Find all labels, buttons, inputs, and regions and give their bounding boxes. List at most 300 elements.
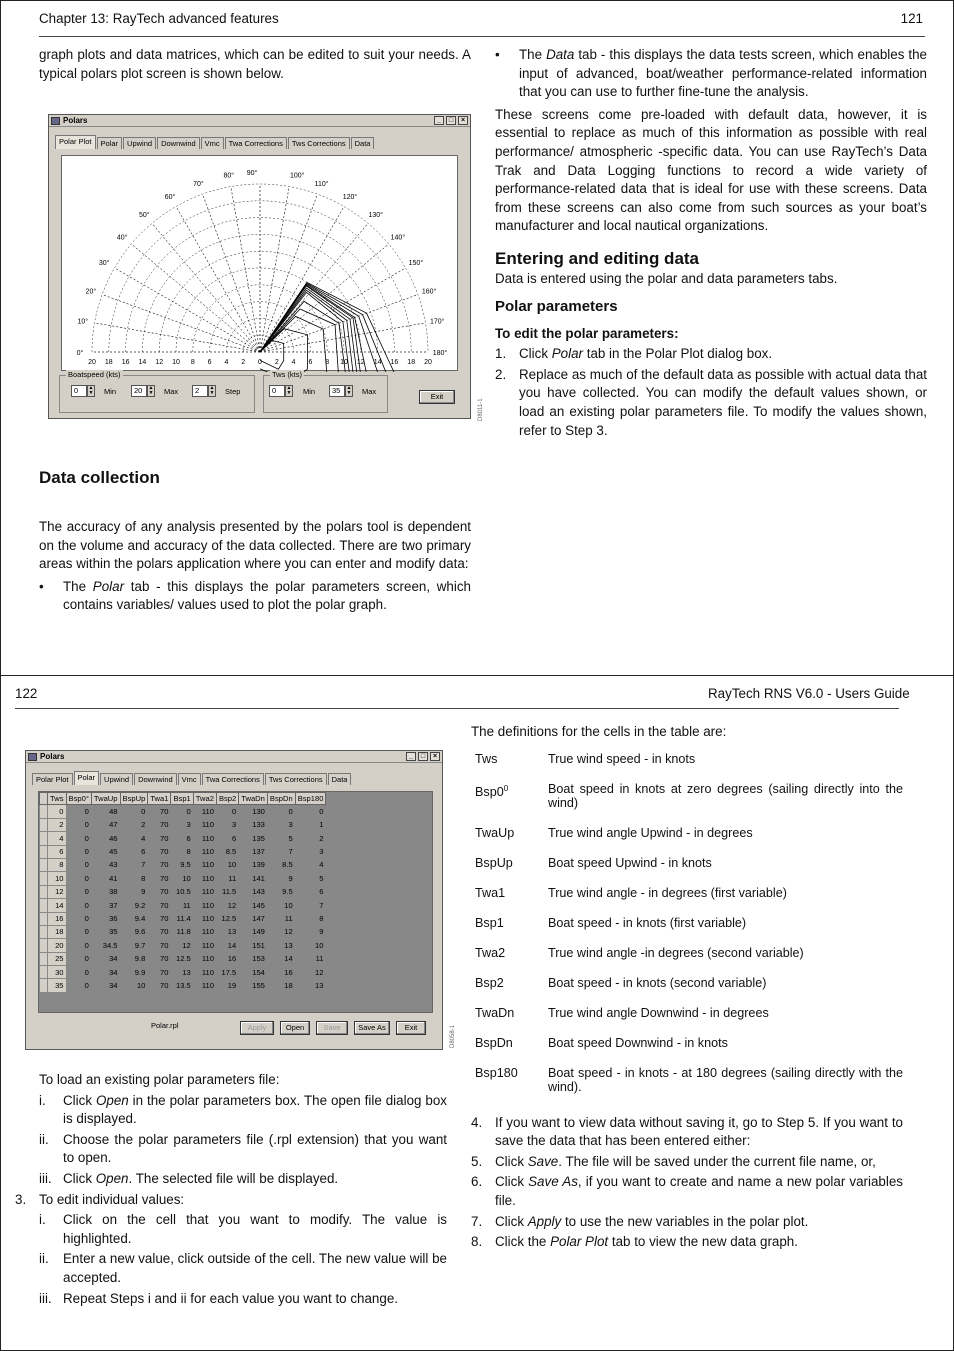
term-text: Twa1 xyxy=(475,885,506,900)
speed-label: 0 xyxy=(258,359,262,366)
table-row xyxy=(40,952,326,965)
row-header[interactable] xyxy=(40,872,48,885)
grid-header-tws[interactable]: Tws xyxy=(48,793,67,805)
tab-vmc[interactable]: Vmc xyxy=(178,773,201,785)
tab-polar[interactable]: Polar xyxy=(74,771,100,785)
maximize-icon[interactable]: □ xyxy=(418,752,428,761)
tab-twa-corrections[interactable]: Twa Corrections xyxy=(202,773,264,785)
grid-cell[interactable]: 48 xyxy=(91,805,120,818)
step-number: ii. xyxy=(39,1251,49,1267)
grid-cell[interactable]: 9.5 xyxy=(267,885,295,898)
grid-cell[interactable]: 35 xyxy=(91,925,120,938)
grid-cell[interactable]: 153 xyxy=(239,952,268,965)
grid-cell[interactable]: 18 xyxy=(267,979,295,992)
bsp-step-input[interactable]: 2 xyxy=(192,385,208,397)
grid-cell[interactable]: 7 xyxy=(267,845,295,858)
grid-cell[interactable]: 70 xyxy=(148,832,171,845)
grid-cell[interactable]: 70 xyxy=(148,845,171,858)
grid-cell[interactable]: 8.5 xyxy=(267,858,295,871)
grid-cell[interactable]: 4 xyxy=(120,832,148,845)
grid-cell[interactable]: 35 xyxy=(48,979,67,992)
definition-row xyxy=(471,946,903,976)
page-number: 121 xyxy=(900,11,923,26)
step-number: 2. xyxy=(495,366,507,382)
definition-row xyxy=(471,752,903,782)
speed-label: 16 xyxy=(390,359,399,366)
grid-cell[interactable]: 110 xyxy=(193,832,216,845)
grid-cell[interactable]: 0 xyxy=(295,805,326,818)
term-text: TwaUp xyxy=(475,825,515,840)
grid-cell[interactable]: 10 xyxy=(295,939,326,952)
grid-cell[interactable]: 11.4 xyxy=(171,912,193,925)
polar-params-heading: Polar parameters xyxy=(495,297,618,315)
grid-cell[interactable]: 141 xyxy=(239,872,268,885)
bsp-min-input[interactable]: 0 xyxy=(71,385,87,397)
grid-cell[interactable]: 46 xyxy=(91,832,120,845)
dialog-titlebar xyxy=(26,751,442,763)
grid-cell[interactable]: 4 xyxy=(48,832,67,845)
table-row xyxy=(40,818,326,831)
grid-cell[interactable]: 43 xyxy=(91,858,120,871)
grid-cell[interactable]: 110 xyxy=(193,912,216,925)
row-header[interactable] xyxy=(40,899,48,912)
grid-cell[interactable]: 70 xyxy=(148,818,171,831)
save-term: Save xyxy=(527,1153,559,1169)
grid-cell[interactable]: 38 xyxy=(91,885,120,898)
step-number: 5. xyxy=(471,1153,483,1169)
grid-cell[interactable]: 130 xyxy=(239,805,268,818)
tab-vmc[interactable]: Vmc xyxy=(201,137,224,149)
grid-cell[interactable]: 34 xyxy=(91,952,120,965)
grid-cell[interactable]: 36 xyxy=(91,912,120,925)
preloaded-paragraph: These screens come pre-loaded with default data, however, it is essential to replace as much of this information as possible with real performance/ atmospheric -specific data. You can use RayTech’s Data Trak and Data Logging functions to record a wide variety of performance-related data that is ideal for use with these screens. Data from these screens can also come from such sources as your boat’s manufacturer and local nautical organizations. xyxy=(495,106,927,234)
open-button[interactable]: Open xyxy=(280,1021,310,1035)
grid-header-bsp2[interactable]: Bsp2 xyxy=(216,793,238,805)
grid-header-twa1[interactable]: Twa1 xyxy=(148,793,171,805)
grid-cell[interactable]: 8 xyxy=(171,845,193,858)
grid-cell[interactable]: 70 xyxy=(148,872,171,885)
row-header[interactable] xyxy=(40,832,48,845)
app-icon xyxy=(51,117,60,125)
row-header[interactable] xyxy=(40,939,48,952)
tab-polar-plot[interactable]: Polar Plot xyxy=(55,135,96,149)
grid-cell[interactable]: 110 xyxy=(193,885,216,898)
definition-row xyxy=(471,916,903,946)
speed-label: 4 xyxy=(291,359,296,366)
grid-cell[interactable]: 110 xyxy=(193,845,216,858)
tab-data[interactable]: Data xyxy=(351,137,375,149)
grid-cell[interactable]: 9.5 xyxy=(171,858,193,871)
dialog-title: Polars xyxy=(63,116,88,125)
row-header[interactable] xyxy=(40,925,48,938)
grid-cell[interactable]: 70 xyxy=(148,858,171,871)
grid-cell[interactable]: 70 xyxy=(148,912,171,925)
grid-cell[interactable]: 16 xyxy=(267,966,295,979)
table-row xyxy=(40,966,326,979)
grid-cell[interactable]: 16 xyxy=(216,952,238,965)
tab-polar[interactable]: Polar xyxy=(97,137,123,149)
grid-header-bsp1[interactable]: Bsp1 xyxy=(171,793,193,805)
grid-cell[interactable]: 6 xyxy=(216,832,238,845)
grid-header-twa2[interactable]: Twa2 xyxy=(193,793,216,805)
grid-cell[interactable]: 110 xyxy=(193,805,216,818)
speed-label: 18 xyxy=(407,359,416,366)
grid-cell[interactable]: 1 xyxy=(295,818,326,831)
step-text: If you want to view data without saving it, go to Step 5. If you want to save the data that has been entered either: xyxy=(495,1114,903,1149)
figure-ref: D8011-1 xyxy=(478,398,484,421)
maximize-icon[interactable]: □ xyxy=(446,116,456,125)
grid-cell[interactable]: 9.9 xyxy=(120,966,148,979)
save-button[interactable]: Save xyxy=(316,1021,348,1035)
right-column xyxy=(495,46,927,440)
tws-max-input[interactable]: 35 xyxy=(329,385,345,397)
grid-cell[interactable]: 6 xyxy=(295,885,326,898)
grid-cell[interactable]: 34.5 xyxy=(91,939,120,952)
grid-cell[interactable]: 110 xyxy=(193,939,216,952)
grid-cell[interactable]: 47 xyxy=(91,818,120,831)
grid-cell[interactable]: 0 xyxy=(66,805,91,818)
grid-cell[interactable]: 3 xyxy=(171,818,193,831)
grid-cell[interactable]: 3 xyxy=(267,818,295,831)
bsp-max-spinner[interactable]: ▲ ▼ xyxy=(148,385,154,396)
data-grid-area xyxy=(38,791,433,1013)
grid-cell[interactable]: 34 xyxy=(91,979,120,992)
tab-tws-corrections[interactable]: Tws Corrections xyxy=(288,137,350,149)
step-text: in the polar parameters box. The open file dialog box is displayed. xyxy=(63,1092,447,1127)
step-text: Repeat Steps i and ii for each value you want to change. xyxy=(63,1290,398,1306)
tab-tws-corrections[interactable]: Tws Corrections xyxy=(265,773,327,785)
grid-header-bspup[interactable]: BspUp xyxy=(120,793,148,805)
grid-header-twaup[interactable]: TwaUp xyxy=(91,793,120,805)
definition-desc: Boat speed Downwind - in knots xyxy=(548,1035,728,1050)
grid-cell[interactable]: 30 xyxy=(48,966,67,979)
speed-label: 8 xyxy=(190,359,195,366)
row-header[interactable] xyxy=(40,952,48,965)
row-header[interactable] xyxy=(40,912,48,925)
grid-cell[interactable]: 10 xyxy=(48,872,67,885)
speed-label: 16 xyxy=(121,359,130,366)
grid-cell[interactable]: 11.8 xyxy=(171,925,193,938)
term-superscript: 0 xyxy=(503,783,509,793)
save-as-term: Save As xyxy=(528,1174,578,1190)
grid-cell[interactable]: 0 xyxy=(66,818,91,831)
grid-cell[interactable]: 0 xyxy=(66,925,91,938)
grid-cell[interactable]: 155 xyxy=(239,979,268,992)
grid-cell[interactable]: 12 xyxy=(216,899,238,912)
grid-cell[interactable]: 5 xyxy=(295,872,326,885)
grid-cell[interactable]: 2 xyxy=(295,832,326,845)
grid-cell[interactable]: 12 xyxy=(48,885,67,898)
grid-cell[interactable]: 139 xyxy=(239,858,268,871)
grid-cell[interactable]: 18 xyxy=(48,925,67,938)
grid-cell[interactable]: 147 xyxy=(239,912,268,925)
step-5 xyxy=(471,1153,903,1172)
grid-cell[interactable]: 8.5 xyxy=(216,845,238,858)
grid-cell[interactable]: 110 xyxy=(193,818,216,831)
header-rule xyxy=(15,708,899,709)
grid-cell[interactable]: 12 xyxy=(171,939,193,952)
grid-cell[interactable]: 6 xyxy=(48,845,67,858)
grid-cell[interactable]: 11 xyxy=(295,952,326,965)
grid-cell[interactable]: 0 xyxy=(216,805,238,818)
grid-cell[interactable]: 12 xyxy=(267,925,295,938)
grid-cell[interactable]: 10 xyxy=(267,899,295,912)
grid-cell[interactable]: 13.5 xyxy=(171,979,193,992)
exit-button[interactable]: Exit xyxy=(396,1021,426,1035)
grid-cell[interactable]: 2 xyxy=(48,818,67,831)
grid-cell[interactable]: 12 xyxy=(295,966,326,979)
grid-cell[interactable]: 110 xyxy=(193,872,216,885)
grid-cell[interactable]: 13 xyxy=(267,939,295,952)
polar-plot-svg xyxy=(62,156,459,372)
grid-cell[interactable]: 9.4 xyxy=(120,912,148,925)
definition-row xyxy=(471,856,903,886)
grid-cell[interactable]: 7 xyxy=(120,858,148,871)
grid-cell[interactable]: 70 xyxy=(148,899,171,912)
grid-cell[interactable]: 70 xyxy=(148,979,171,992)
grid-cell[interactable]: 70 xyxy=(148,885,171,898)
grid-cell[interactable]: 8 xyxy=(120,872,148,885)
tab-upwind[interactable]: Upwind xyxy=(100,773,133,785)
grid-cell[interactable]: 6 xyxy=(171,832,193,845)
grid-cell[interactable]: 12.5 xyxy=(216,912,238,925)
grid-cell[interactable]: 145 xyxy=(239,899,268,912)
grid-cell[interactable]: 10 xyxy=(216,858,238,871)
to-load-text: To load an existing polar parameters file: xyxy=(39,1072,280,1087)
tab-twa-corrections[interactable]: Twa Corrections xyxy=(225,137,287,149)
polars-plot-dialog xyxy=(48,114,471,419)
grid-cell[interactable]: 149 xyxy=(239,925,268,938)
exit-button[interactable]: Exit xyxy=(419,390,455,404)
step-text: tab to view the new data graph. xyxy=(608,1234,798,1250)
tab-polar-plot[interactable]: Polar Plot xyxy=(32,773,73,785)
grid-cell[interactable]: 11 xyxy=(267,912,295,925)
grid-cell[interactable]: 8 xyxy=(48,858,67,871)
minimize-icon[interactable]: _ xyxy=(434,116,444,125)
table-row xyxy=(40,885,326,898)
table-row xyxy=(40,912,326,925)
bsp-max-input[interactable]: 20 xyxy=(131,385,147,397)
grid-cell[interactable]: 9.2 xyxy=(120,899,148,912)
definition-row xyxy=(471,782,903,826)
grid-cell[interactable]: 13 xyxy=(295,979,326,992)
tab-downwind[interactable]: Downwind xyxy=(134,773,177,785)
load-instructions xyxy=(15,1071,447,1308)
grid-cell[interactable]: 137 xyxy=(239,845,268,858)
grid-cell[interactable]: 10 xyxy=(120,979,148,992)
bullet-icon: • xyxy=(495,47,500,62)
grid-cell[interactable]: 110 xyxy=(193,952,216,965)
grid-cell[interactable]: 0 xyxy=(66,979,91,992)
bsp-step-spinner[interactable]: ▲ ▼ xyxy=(209,385,215,396)
tab-downwind[interactable]: Downwind xyxy=(157,137,200,149)
grid-cell[interactable]: 16 xyxy=(48,912,67,925)
step-2 xyxy=(495,366,927,440)
data-tab-term: Data xyxy=(546,47,575,62)
speed-label: 2 xyxy=(274,359,279,366)
grid-cell[interactable]: 6 xyxy=(120,845,148,858)
grid-cell[interactable]: 3 xyxy=(295,845,326,858)
save-as-button[interactable]: Save As xyxy=(354,1021,390,1035)
grid-cell[interactable]: 41 xyxy=(91,872,120,885)
grid-cell[interactable]: 70 xyxy=(148,966,171,979)
grid-cell[interactable]: 70 xyxy=(148,925,171,938)
angle-label: 110° xyxy=(314,180,329,188)
row-header[interactable] xyxy=(40,818,48,831)
grid-cell[interactable]: 25 xyxy=(48,952,67,965)
grid-cell[interactable]: 0 xyxy=(66,832,91,845)
bsp-min-spinner[interactable]: ▲ ▼ xyxy=(88,385,94,396)
grid-cell[interactable]: 110 xyxy=(193,925,216,938)
row-header[interactable] xyxy=(40,966,48,979)
load-step-ii xyxy=(39,1131,447,1168)
grid-header-twadn[interactable]: TwaDn xyxy=(239,793,268,805)
definition-term xyxy=(471,752,548,782)
grid-cell[interactable]: 154 xyxy=(239,966,268,979)
grid-header-bsp0[interactable]: Bsp0° xyxy=(66,793,91,805)
row-header[interactable] xyxy=(40,979,48,992)
grid-cell[interactable]: 9 xyxy=(295,925,326,938)
grid-cell[interactable]: 143 xyxy=(239,885,268,898)
grid-cell[interactable]: 13 xyxy=(216,925,238,938)
grid-cell[interactable]: 0 xyxy=(171,805,193,818)
definition-desc: True wind speed - in knots xyxy=(548,751,696,766)
angle-label: 10° xyxy=(77,318,89,326)
row-header[interactable] xyxy=(40,885,48,898)
grid-cell[interactable]: 10 xyxy=(171,872,193,885)
grid-cell[interactable]: 110 xyxy=(193,979,216,992)
step-text: Click xyxy=(495,1153,528,1169)
step-text: Click xyxy=(63,1092,96,1108)
grid-cell[interactable]: 3 xyxy=(216,818,238,831)
grid-cell[interactable]: 9 xyxy=(120,885,148,898)
step-text: Click xyxy=(495,1213,528,1229)
step-8 xyxy=(471,1233,903,1252)
page-number: 122 xyxy=(15,686,38,701)
grid-cell[interactable]: 11 xyxy=(171,899,193,912)
grid-cell[interactable]: 9.6 xyxy=(120,925,148,938)
grid-cell[interactable]: 70 xyxy=(148,939,171,952)
speed-label: 20 xyxy=(424,359,432,366)
grid-cell[interactable]: 11.5 xyxy=(216,885,238,898)
grid-cell[interactable]: 0 xyxy=(66,885,91,898)
step-text: . The selected file will be displayed. xyxy=(128,1170,339,1186)
definition-desc: Boat speed - in knots (first variable) xyxy=(548,915,747,930)
grid-cell[interactable]: 9.8 xyxy=(120,952,148,965)
row-header[interactable] xyxy=(40,858,48,871)
grid-cell[interactable]: 14 xyxy=(216,939,238,952)
grid-cell[interactable]: 110 xyxy=(193,966,216,979)
grid-cell[interactable]: 110 xyxy=(193,858,216,871)
polar-plot-term: Polar Plot xyxy=(550,1234,609,1250)
grid-cell[interactable]: 70 xyxy=(148,805,171,818)
grid-cell[interactable]: 37 xyxy=(91,899,120,912)
grid-cell[interactable]: 0 xyxy=(66,872,91,885)
step-text: Click xyxy=(63,1170,96,1186)
angle-label: 180° xyxy=(432,350,448,357)
chapter-header: Chapter 13: RayTech advanced features xyxy=(39,11,279,26)
grid-cell[interactable]: 2 xyxy=(120,818,148,831)
grid-cell[interactable]: 17.5 xyxy=(216,966,238,979)
definition-desc: Boat speed in knots at zero degrees (sailing directly into the wind) xyxy=(548,781,903,810)
close-icon[interactable]: × xyxy=(430,752,440,761)
grid-cell[interactable]: 135 xyxy=(239,832,268,845)
grid-cell[interactable]: 4 xyxy=(295,858,326,871)
tws-max-spinner[interactable]: ▲ ▼ xyxy=(346,385,352,396)
definition-row xyxy=(471,886,903,916)
tab-data[interactable]: Data xyxy=(328,773,352,785)
tab-upwind[interactable]: Upwind xyxy=(123,137,156,149)
tws-min-input[interactable]: 0 xyxy=(269,385,285,397)
step-number: ii. xyxy=(39,1131,49,1147)
load-step-i xyxy=(39,1092,447,1129)
grid-cell[interactable]: 0 xyxy=(66,952,91,965)
grid-cell[interactable]: 14 xyxy=(48,899,67,912)
grid-cell[interactable]: 19 xyxy=(216,979,238,992)
grid-cell[interactable]: 0 xyxy=(66,845,91,858)
grid-cell[interactable]: 13 xyxy=(171,966,193,979)
minimize-icon[interactable]: _ xyxy=(406,752,416,761)
grid-cell[interactable]: 0 xyxy=(267,805,295,818)
definition-term xyxy=(471,856,548,886)
grid-cell[interactable]: 9 xyxy=(267,872,295,885)
grid-cell[interactable]: 7 xyxy=(295,899,326,912)
grid-cell[interactable]: 0 xyxy=(66,899,91,912)
step-number: iii. xyxy=(39,1170,52,1186)
grid-cell[interactable]: 11 xyxy=(216,872,238,885)
grid-cell[interactable]: 9.7 xyxy=(120,939,148,952)
grid-cell[interactable]: 151 xyxy=(239,939,268,952)
speed-label: 10 xyxy=(340,359,348,366)
term-text: Twa2 xyxy=(475,945,506,960)
step-number: 1. xyxy=(495,346,507,362)
grid-cell[interactable]: 34 xyxy=(91,966,120,979)
grid-cell[interactable]: 45 xyxy=(91,845,120,858)
header-rule xyxy=(39,36,925,37)
table-row xyxy=(40,979,326,992)
apply-button[interactable]: Apply xyxy=(240,1021,274,1035)
step-text: Click xyxy=(495,1174,529,1190)
grid-cell[interactable]: 0 xyxy=(66,939,91,952)
tws-min-spinner[interactable]: ▲ ▼ xyxy=(286,385,292,396)
grid-cell[interactable]: 0 xyxy=(48,805,67,818)
grid-cell[interactable]: 5 xyxy=(267,832,295,845)
angle-label: 100° xyxy=(290,172,305,180)
grid-cell[interactable]: 0 xyxy=(66,966,91,979)
grid-header-bspdn[interactable]: BspDn xyxy=(267,793,295,805)
grid-cell[interactable]: 14 xyxy=(267,952,295,965)
grid-cell[interactable]: 70 xyxy=(148,952,171,965)
row-header[interactable] xyxy=(40,845,48,858)
close-icon[interactable]: × xyxy=(458,116,468,125)
grid-cell[interactable]: 0 xyxy=(66,912,91,925)
grid-cell[interactable]: 0 xyxy=(66,858,91,871)
grid-cell[interactable]: 10.5 xyxy=(171,885,193,898)
row-header[interactable] xyxy=(40,805,48,818)
polar-spoke xyxy=(131,244,260,352)
grid-cell[interactable]: 110 xyxy=(193,899,216,912)
grid-cell[interactable]: 20 xyxy=(48,939,67,952)
polar-data-grid xyxy=(39,792,326,993)
step-3 xyxy=(15,1191,447,1210)
grid-cell[interactable]: 12.5 xyxy=(171,952,193,965)
step-number: i. xyxy=(39,1092,46,1108)
grid-header-bsp180[interactable]: Bsp180 xyxy=(295,793,326,805)
grid-cell[interactable]: 133 xyxy=(239,818,268,831)
grid-cell[interactable]: 8 xyxy=(295,912,326,925)
grid-cell[interactable]: 0 xyxy=(120,805,148,818)
bullet-text: tab - this displays the data tests screen, which enables the input of advanced, boat/weather performance-related information that you can use to further fine-tune the analysis. xyxy=(519,47,928,100)
